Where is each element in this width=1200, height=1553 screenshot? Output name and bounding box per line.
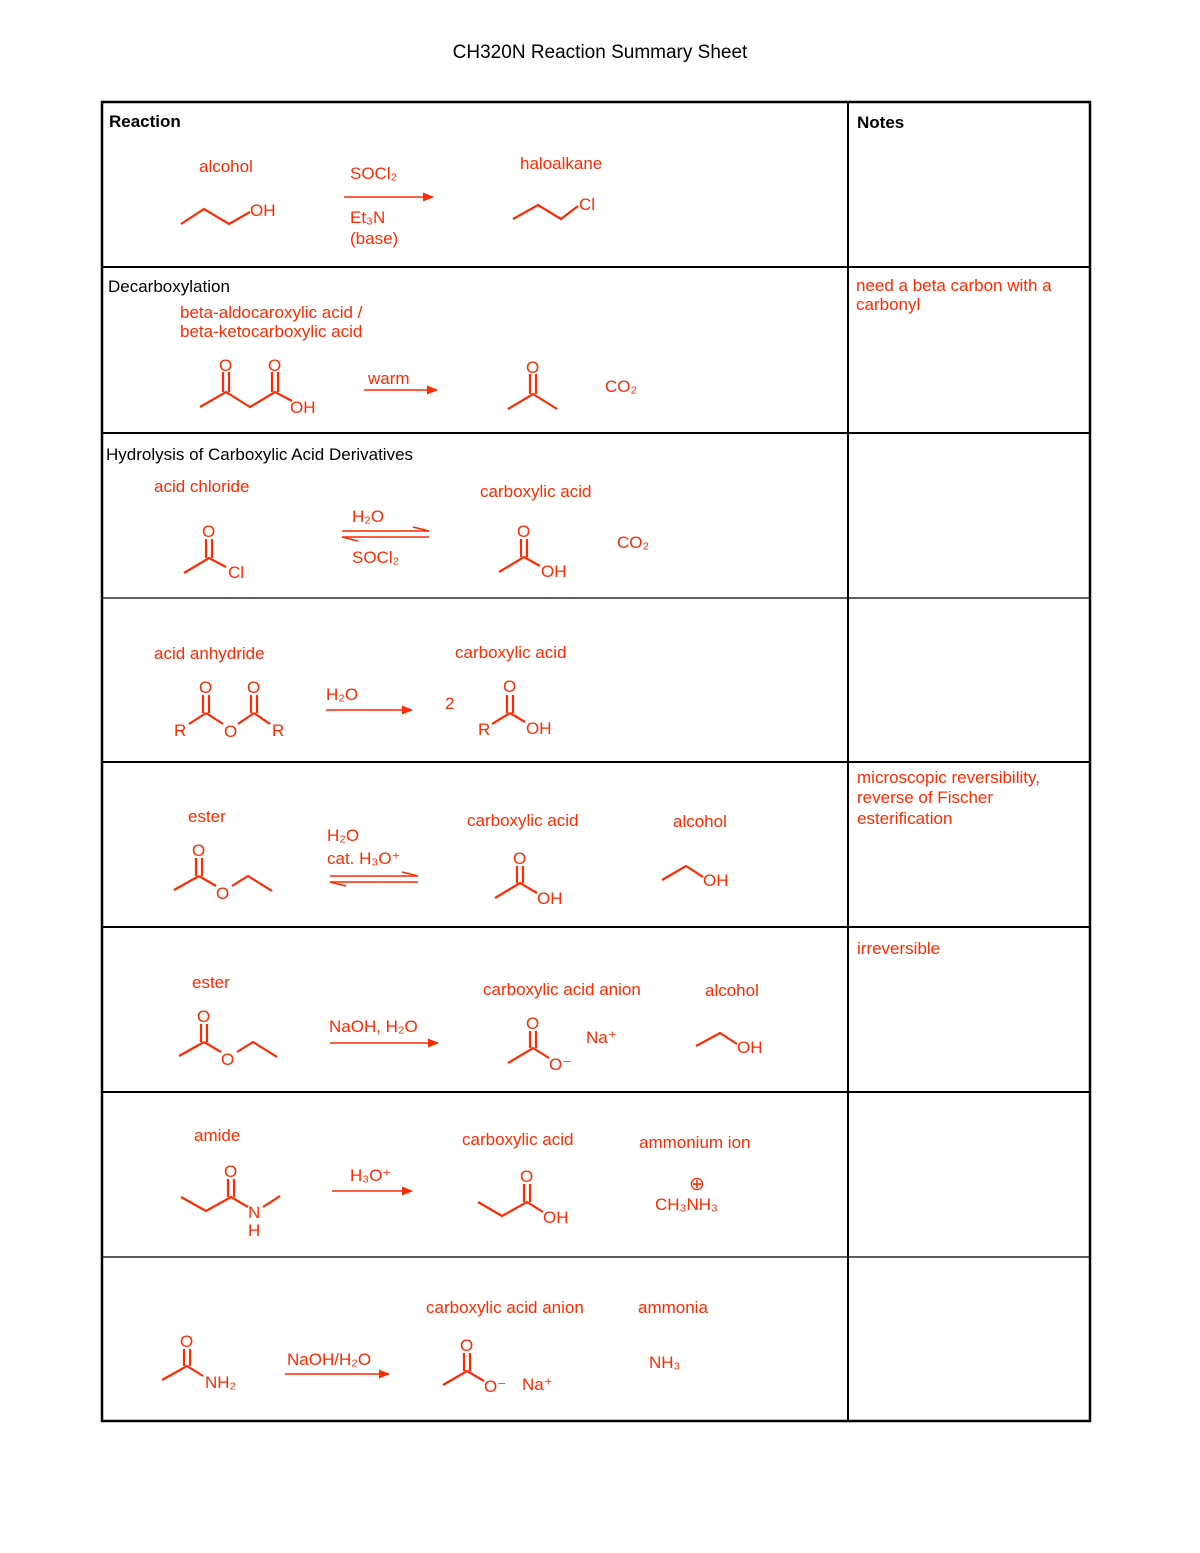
section-title: Decarboxylation [108,277,230,296]
reaction-row-anhydride-hydrolysis [154,643,567,741]
atom-label: O [216,884,230,903]
reagent-label: NaOH, H₂O [329,1017,418,1036]
page-title: CH320N Reaction Summary Sheet [452,42,748,63]
atom-label: NH₂ [205,1373,237,1392]
product-label: alcohol [673,812,727,831]
product-label: ammonium ion [639,1133,751,1152]
note-text: reverse of Fischer [857,788,994,807]
reactant-label: ester [192,973,230,992]
reaction-row-decarboxylation [108,276,1052,417]
note-text: irreversible [857,939,941,958]
structure-acetate-anion [508,1031,549,1063]
atom-label: O [513,849,527,868]
reaction-row-ester-acid-hydrolysis [174,768,1040,908]
atom-label: O [224,722,238,741]
atom-label: OH [543,1208,569,1227]
structure-acetic-acid [499,539,540,572]
atom-label: O [517,522,531,541]
byproduct-label: CO₂ [605,377,638,396]
structure-propanol [181,209,250,224]
charge-symbol: ⊕ [689,1174,705,1195]
atom-label: R [272,721,285,740]
reagent-label: H₂O [327,826,360,845]
structure-ethanol [662,866,703,880]
reagent-label: warm [368,369,410,388]
structure-chloropropane [513,205,578,219]
atom-label: O [180,1332,194,1351]
structure-carboxylic-acid-r [492,695,525,724]
atom-label: Cl [579,195,596,214]
atom-label: O [199,678,213,697]
reagent-label: cat. H₃O⁺ [327,849,401,868]
note-text: esterification [857,809,953,828]
counterion-label: Na⁺ [586,1028,617,1047]
atom-label: O⁻ [484,1377,507,1396]
notes-column-header: Notes [857,113,905,132]
reaction-row-saponification [179,939,940,1074]
structure-acetamide [162,1349,203,1380]
byproduct-label: CO₂ [617,533,650,552]
atom-label: R [478,720,491,739]
atom-label: O [219,356,233,375]
counterion-label: Na⁺ [522,1375,553,1394]
reagent-label: H₃O⁺ [350,1166,392,1185]
reaction-row-amide-base-hydrolysis [162,1298,708,1396]
product-label: carboxylic acid [455,643,567,662]
ammonium-formula: CH₃NH₃ [655,1195,718,1214]
atom-label: O [202,522,216,541]
product-label: carboxylic acid anion [483,980,641,999]
atom-label: O [221,1050,235,1069]
structure-acetic-acid [495,866,537,898]
atom-label: O [460,1336,474,1355]
atom-label: O [224,1162,238,1181]
reactant-label: acid chloride [154,477,250,496]
atom-label: OH [541,562,567,581]
note-text: carbonyl [856,295,921,314]
reagent-label: (base) [350,229,399,248]
reactant-label: ester [188,807,226,826]
atom-label: OH [537,889,563,908]
reactant-label: beta-ketocarboxylic acid [180,322,363,341]
reaction-row-acid-chloride-hydrolysis [106,445,649,582]
atom-label: OH [526,719,552,738]
atom-label: H [248,1221,261,1240]
product-label: ammonia [638,1298,708,1317]
atom-label: O [520,1167,534,1186]
reaction-row-alcohol-to-haloalkane [181,154,602,248]
atom-label: O [247,678,261,697]
atom-label: O [503,677,517,696]
reactant-label: amide [194,1126,241,1145]
reagent-label: NaOH/H₂O [287,1350,372,1369]
structure-acetyl-chloride [184,539,226,573]
atom-label: O [192,841,206,860]
reactant-label: beta-aldocaroxylic acid / [180,303,363,322]
reagent-label: Et₃N [350,208,386,227]
atom-label: OH [290,398,316,417]
note-text: need a beta carbon with a [856,276,1052,295]
product-label: carboxylic acid [462,1130,574,1149]
atom-label: OH [250,201,276,220]
atom-label: OH [737,1038,763,1057]
structure-ethanol [696,1033,737,1046]
product-label: carboxylic acid [467,811,579,830]
atom-label: O [268,356,282,375]
structure-acid-anhydride [189,695,270,724]
structure-n-methylpropanamide [181,1179,280,1211]
product-label: carboxylic acid [480,482,592,501]
atom-label: R [174,721,187,740]
atom-label: O⁻ [549,1055,572,1074]
structure-acetate-anion [443,1353,484,1385]
note-text: microscopic reversibility, [857,768,1040,787]
structure-beta-keto-acid [200,372,292,407]
reagent-label: H₂O [352,507,385,526]
product-label: haloalkane [520,154,603,173]
ammonia-formula: NH₃ [649,1353,681,1372]
atom-label: O [197,1007,211,1026]
atom-label: O [526,358,540,377]
atom-label: Cl [228,563,245,582]
reaction-column-header: Reaction [109,112,181,131]
product-label: carboxylic acid anion [426,1298,584,1317]
reagent-label: H₂O [326,685,359,704]
atom-label: OH [703,871,729,890]
atom-label: O [526,1014,540,1033]
product-label: alcohol [705,981,759,1000]
reagent-label: SOCl₂ [350,164,398,183]
reactant-label: alcohol [199,157,253,176]
section-title: Hydrolysis of Carboxylic Acid Derivatives [106,445,414,464]
stoichiometric-coefficient: 2 [445,694,455,713]
structure-acetone [508,374,557,409]
reagent-label: SOCl₂ [352,548,400,567]
reactant-label: acid anhydride [154,644,265,663]
reaction-row-amide-acid-hydrolysis [181,1126,751,1240]
structure-propanoic-acid [478,1184,543,1216]
atom-label: N [248,1203,261,1222]
